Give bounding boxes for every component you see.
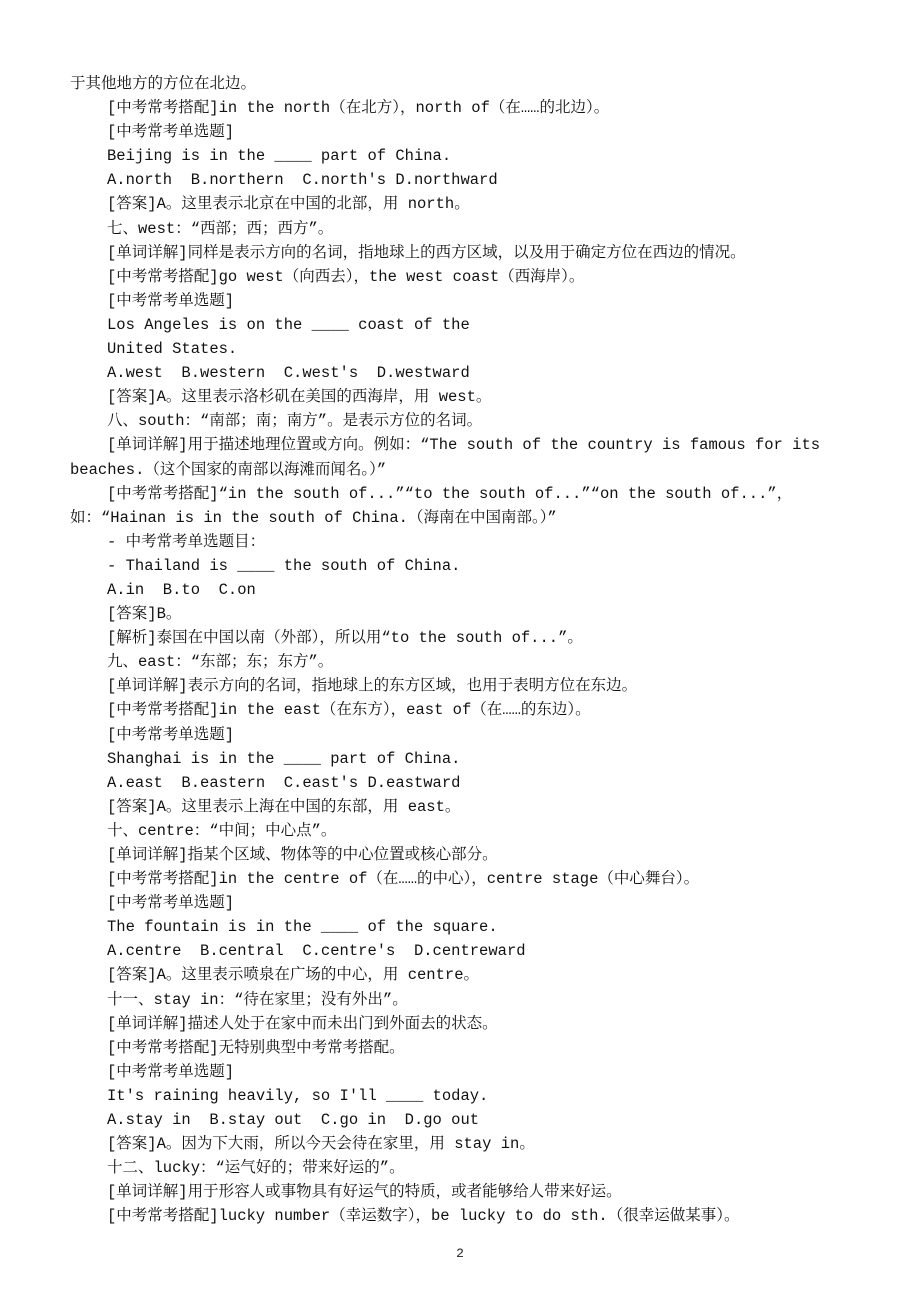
word-heading-centre: 十、centre：“中间；中心点”。 [107, 821, 337, 840]
word-explanation: [单词详解]描述人处于在家中而未出门到外面去的状态。 [107, 1014, 498, 1033]
question-options: A.stay in B.stay out C.go in D.go out [107, 1111, 480, 1130]
collocation-line: [中考常考搭配]“in the south of...”“to the south of...”“on the south of...”，如：“Hainan is in the south of China.（海南在中国南部。）” [70, 484, 793, 527]
page-number: 2 [456, 1246, 464, 1261]
word-heading-east: 九、east：“东部；东；东方”。 [107, 653, 334, 672]
answer-line: [答案]B。 [107, 605, 182, 624]
word-heading-south: 八、south：“南部；南；南方”。是表示方位的名词。 [107, 412, 483, 431]
word-explanation: [单词详解]指某个区域、物体等的中心位置或核心部分。 [107, 846, 498, 864]
collocation-line: [中考常考搭配]in the centre of（在……的中心），centre stage（中心舞台）。 [107, 870, 700, 889]
collocation-line: [中考常考搭配]lucky number（幸运数字），be lucky to do sth.（很幸运做某事）。 [107, 1207, 740, 1226]
question-text: The fountain is in the ____ of the square. [107, 918, 498, 937]
word-explanation: [单词详解]同样是表示方向的名词，指地球上的西方区域，以及用于确定方位在西边的情况。 [107, 243, 746, 262]
answer-line: [答案]A。因为下大雨，所以今天会待在家里，用 stay in。 [107, 1135, 535, 1154]
question-options: A.in B.to C.on [107, 580, 256, 599]
answer-line: [答案]A。这里表示上海在中国的东部，用 east。 [107, 797, 461, 816]
word-explanation: [单词详解]表示方向的名词，指地球上的东方区域，也用于表明方位在东边。 [107, 677, 638, 696]
question-heading: [中考常考单选题] [107, 725, 235, 744]
collocation-line: [中考常考搭配]无特别典型中考常考搭配。 [107, 1038, 405, 1057]
question-text: Shanghai is in the ____ part of China. [107, 749, 461, 768]
answer-line: [答案]A。这里表示北京在中国的北部，用 north。 [107, 195, 470, 214]
question-options: A.east B.eastern C.east's D.eastward [107, 773, 461, 792]
collocation-line: [中考常考搭配]in the east（在东方），east of（在……的东边）。 [107, 701, 591, 720]
collocation-line: [中考常考搭配]go west（向西去），the west coast（西海岸）。 [107, 267, 585, 286]
question-heading: [中考常考单选题] [107, 894, 235, 913]
question-text: Beijing is in the ____ part of China. [107, 147, 452, 166]
document-body [70, 72, 880, 1229]
answer-line: [答案]A。这里表示喷泉在广场的中心，用 centre。 [107, 966, 480, 985]
word-explanation: [单词详解]用于形容人或事物具有好运气的特质，或者能够给人带来好运。 [107, 1183, 622, 1202]
answer-line: [答案]A。这里表示洛杉矶在美国的西海岸，用 west。 [107, 388, 492, 407]
question-heading: [中考常考单选题] [107, 1062, 235, 1081]
question-heading: [中考常考单选题] [107, 123, 235, 142]
question-options: A.west B.western C.west's D.westward [107, 364, 470, 383]
question-text-continued: United States. [107, 340, 238, 359]
collocation-line: [中考常考搭配]in the north（在北方），north of（在……的北边）。 [107, 99, 610, 118]
word-explanation: [单词详解]用于描述地理位置或方向。例如：“The south of the country is famous for its beaches.（这个国家的南部以海滩而闻名。）” [70, 436, 830, 479]
text-line: 于其他地方的方位在北边。 [70, 75, 257, 93]
question-options: A.north B.northern C.north's D.northward [107, 171, 498, 190]
question-text: It's raining heavily, so I'll ____ today. [107, 1086, 489, 1105]
question-heading: - 中考常考单选题目： [107, 532, 266, 551]
word-heading-lucky: 十二、lucky：“运气好的；带来好运的”。 [107, 1159, 405, 1178]
question-options: A.centre B.central C.centre's D.centreward [107, 942, 526, 961]
word-heading-west: 七、west：“西部；西；西方”。 [107, 219, 334, 238]
question-text: Los Angeles is on the ____ coast of the [107, 315, 470, 334]
analysis-line: [解析]泰国在中国以南（外部），所以用“to the south of...”。 [107, 629, 583, 648]
question-text: - Thailand is ____ the south of China. [107, 556, 461, 575]
question-heading: [中考常考单选题] [107, 291, 235, 310]
word-heading-stay-in: 十一、stay in：“待在家里；没有外出”。 [107, 990, 408, 1009]
